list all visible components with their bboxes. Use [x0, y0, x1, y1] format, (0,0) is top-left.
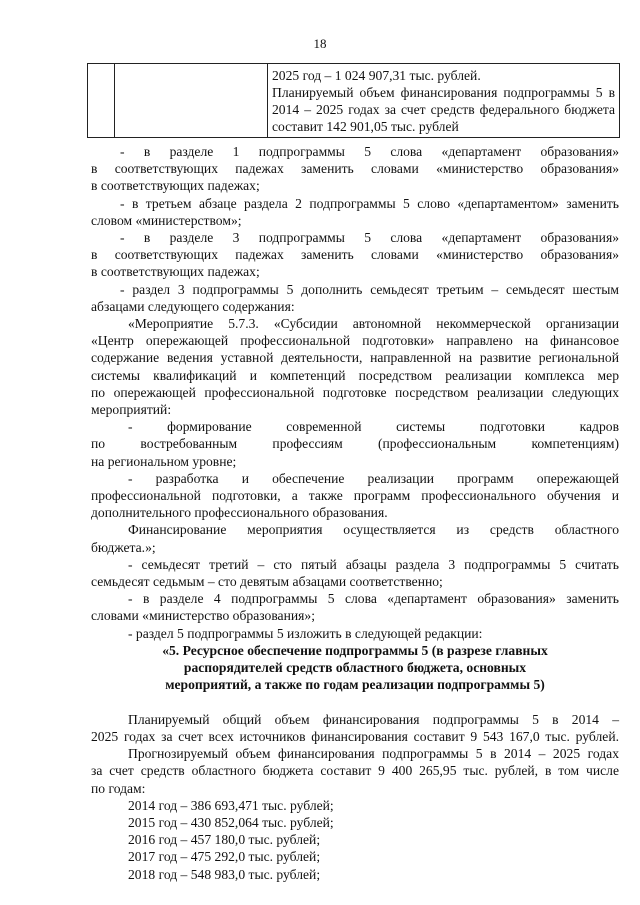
- continued-table: [87, 63, 620, 138]
- text-line: Прогнозируемый объем финансирования подпрограммы 5 в 2014 – 2025 годах: [128, 746, 619, 761]
- text-line: абзацами следующего содержания:: [91, 299, 295, 314]
- text-line: - разработка и обеспечение реализации программ опережающей: [128, 471, 619, 486]
- text-line: дополнительного профессионального образования.: [91, 505, 388, 520]
- text-line: бюджета.»;: [91, 540, 156, 555]
- page-number: 18: [313, 36, 327, 51]
- text-line: «Мероприятие 5.7.3. «Субсидии автономной некоммерческой организации: [128, 316, 619, 331]
- section-heading: мероприятий, а также по годам реализации подпрограммы 5): [165, 677, 545, 692]
- text-line: профессиональной подготовки, а также программ профессионального обучения и: [91, 488, 619, 503]
- text-line: в соответствующих падежах заменить словами «министерство образования»: [91, 161, 619, 176]
- year-line: 2014 год – 386 693,471 тыс. рублей;: [128, 798, 334, 813]
- table-cell-content: [268, 64, 620, 138]
- table-cell-label: [115, 64, 268, 138]
- text-line: семьдесят седьмым – сто девятым абзацами соответственно;: [91, 574, 443, 589]
- text-line: содержание ведения уставной деятельности, направленной на развитие региональной: [91, 350, 619, 365]
- section-heading: «5. Ресурсное обеспечение подпрограммы 5 (в разрезе главных: [162, 643, 548, 658]
- text-line: в соответствующих падежах;: [91, 264, 260, 279]
- text-line: - формирование современной системы подготовки кадров: [128, 419, 619, 434]
- text-line: на региональном уровне;: [91, 454, 237, 469]
- section-heading: распорядителей средств областного бюджета, основных: [183, 660, 527, 675]
- text-line: системы квалификаций и компетенций посредством реализации комплекса мер: [91, 368, 619, 383]
- text-line: по востребованным профессиям (профессиональным компетенциям): [91, 436, 619, 451]
- table-row: [88, 64, 620, 138]
- year-line: 2015 год – 430 852,064 тыс. рублей;: [128, 815, 334, 830]
- year-line: 2018 год – 548 983,0 тыс. рублей;: [128, 867, 321, 882]
- text-line: за счет средств областного бюджета составит 9 400 265,95 тыс. рублей, в том числе: [91, 763, 619, 778]
- text-line: - в третьем абзаце раздела 2 подпрограммы 5 слово «департаментом» заменить: [120, 196, 619, 211]
- year-line: 2017 год – 475 292,0 тыс. рублей;: [128, 849, 321, 864]
- text-line: 2025 годах за счет всех источников финансирования составит 9 543 167,0 тыс. рублей.: [91, 729, 619, 744]
- text-line: мероприятий:: [91, 402, 172, 417]
- text-line: по опережающей профессиональной подготовке посредством реализации следующих: [91, 385, 619, 400]
- text-line: словом «министерством»;: [91, 213, 242, 228]
- text-line: - раздел 5 подпрограммы 5 изложить в следующей редакции:: [128, 626, 483, 641]
- text-line: по годам:: [91, 781, 146, 796]
- text-line: - в разделе 4 подпрограммы 5 слова «департамент образования» заменить: [128, 591, 619, 606]
- text-line: Планируемый общий объем финансирования подпрограммы 5 в 2014 –: [128, 712, 619, 727]
- year-line: 2016 год – 457 180,0 тыс. рублей;: [128, 832, 321, 847]
- text-line: - семьдесят третий – сто пятый абзацы раздела 3 подпрограммы 5 считать: [128, 557, 619, 572]
- text-line: «Центр опережающей профессиональной подготовки» направлено на финансовое: [91, 333, 619, 348]
- text-line: Финансирование мероприятия осуществляется из средств областного: [128, 522, 619, 537]
- text-line: в соответствующих падежах;: [91, 178, 260, 193]
- table-cell-line: 2025 год – 1 024 907,31 тыс. рублей.: [272, 68, 481, 83]
- text-line: - в разделе 3 подпрограммы 5 слова «департамент образования»: [120, 230, 619, 245]
- text-line: в соответствующих падежах заменить словами «министерство образования»: [91, 247, 619, 262]
- text-line: - раздел 3 подпрограммы 5 дополнить семьдесят третьим – семьдесят шестым: [120, 282, 619, 297]
- text-line: словами «министерство образования»;: [91, 608, 315, 623]
- table-cell-line: Планируемый объем финансирования подпрограммы 5 в 2014 – 2025 годах за счет средств федерального бюджета составит 142 901,05 тыс. рублей: [272, 85, 615, 134]
- table-cell-number: [88, 64, 115, 138]
- text-line: - в разделе 1 подпрограммы 5 слова «департамент образования»: [120, 144, 619, 159]
